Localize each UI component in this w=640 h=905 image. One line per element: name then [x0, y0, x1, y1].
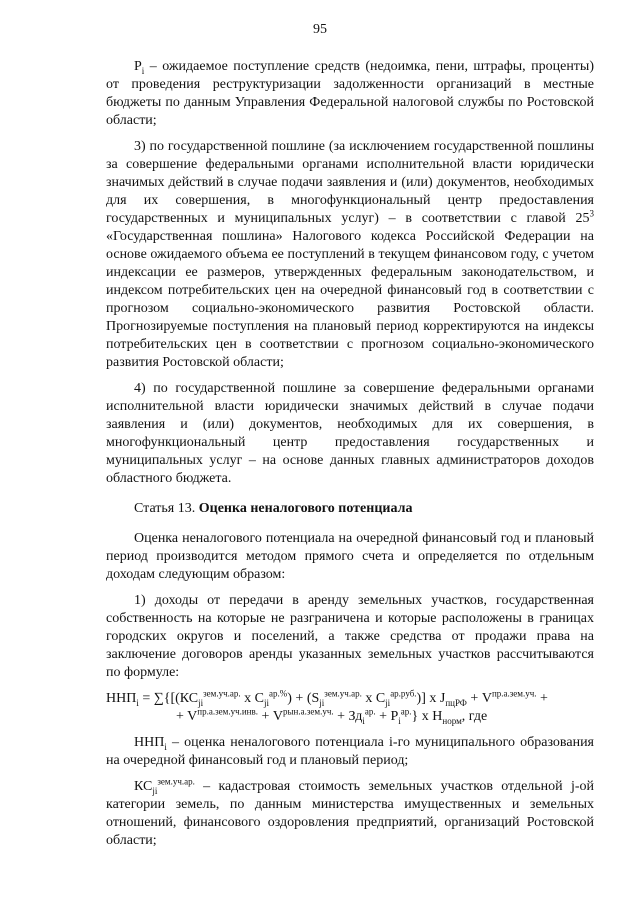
formula-text: х С	[240, 691, 264, 706]
subscript: i	[141, 65, 145, 76]
article-title: Оценка неналогового потенциала	[198, 501, 413, 516]
paragraph-text: «Государственная пошлина» Налогового кодекса Российской Федерации на основе ожидаемого объема ее поступлений в текущем финансовом году, с учетом индексации ее размеров, утвержденных федеральным законодательством, и индексом потребительских цен на очередной финансовый год в соответствии с прогнозом социально-экономического развития Ростовской области. Прогнозируемые поступления на плановый период корректируются на индексы потребительских цен в соответствии с прогнозом социально-экономического развития Ростовской области;	[106, 229, 594, 370]
definition-nnp	[106, 734, 594, 770]
definition-text: – оценка неналогового потенциала i-го муниципального образования на очередной финансовый год и плановый период;	[106, 735, 594, 768]
subscript: ji	[319, 697, 325, 708]
superscript: ар.	[364, 706, 376, 717]
formula-text: х C	[361, 691, 386, 706]
symbol-ks: КС	[134, 779, 153, 794]
superscript: зем.уч.ар.	[157, 776, 195, 787]
superscript: ар.	[400, 706, 412, 717]
subscript: i	[398, 715, 401, 726]
formula-text: + V	[176, 709, 198, 724]
superscript: пр.а.зем.уч.	[491, 688, 537, 699]
superscript: зем.уч.ар.	[324, 688, 362, 699]
superscript: зем.уч.ар.	[203, 688, 241, 699]
formula-text: } х Н	[411, 709, 443, 724]
formula-text: + P	[375, 709, 399, 724]
formula-text: + V	[466, 691, 492, 706]
formula-text: + Зд	[333, 709, 363, 724]
formula-text: = ∑{[(КС	[138, 691, 199, 706]
paragraph-3	[106, 138, 594, 372]
subscript: ji	[385, 697, 391, 708]
formula-text: )] х J	[416, 691, 446, 706]
formula-text: ) + (S	[287, 691, 320, 706]
formula-text: , где	[461, 709, 488, 724]
paragraph-pi	[106, 58, 594, 130]
subscript: ji	[152, 785, 158, 796]
definition-text: – кадастровая стоимость земельных участков отдельной j-ой категории земель, по данным министерства имущественных и земельных отношений, финансового оздоровления предприятий, организаций Ростовской области;	[106, 779, 594, 848]
formula-text: +	[536, 691, 548, 706]
subscript: i	[164, 741, 167, 752]
subscript: пцРФ	[445, 697, 467, 708]
superscript: пр.а.зем.уч.инв.	[197, 706, 258, 717]
page-number: 95	[313, 22, 327, 37]
formula-text: ННП	[106, 691, 137, 706]
article-heading	[106, 500, 594, 518]
paragraph-1: 1) доходы от передачи в аренду земельных участков, государственная собственность на которые не разграничена и которые расположены в границах городских округов и поселений, а также средства от продажи права на заключение договоров аренды указанных земельных участков рассчитываются по формуле:	[106, 593, 594, 680]
formula	[106, 690, 594, 726]
subscript: ji	[264, 697, 270, 708]
formula-line-2	[106, 708, 594, 726]
superscript: ар.руб.	[390, 688, 417, 699]
symbol-pi: P	[134, 59, 142, 74]
paragraph-text: 3) по государственной пошлине (за исключением государственной пошлины за совершение федеральными органами исполнительной власти юридически значимых действий в случае подачи заявления и (или) документов, необходимых для их совершения, в многофункциональный центр предоставления государственных и муниципальных услуг) – в соответствии с главой 25	[106, 139, 594, 226]
symbol-nnp: ННП	[134, 735, 165, 750]
article-prefix: Статья 13.	[134, 501, 199, 516]
paragraph-4: 4) по государственной пошлине за совершение федеральными органами исполнительной власти юридически значимых действий в случае подачи заявления и (или) документов, необходимых для их совершения, в многофункциональный центр предоставления государственных и муниципальных услуг – на основе данных главных администраторов доходов областного бюджета.	[106, 381, 594, 486]
subscript: i	[136, 697, 139, 708]
paragraph-intro: Оценка неналогового потенциала на очередной финансовый год и плановый период производится методом прямого счета и определяется по отдельным доходам следующим образом:	[106, 531, 594, 582]
superscript: 3	[589, 208, 594, 219]
document-body	[106, 58, 594, 850]
subscript: норм	[442, 715, 462, 726]
paragraph-text: – ожидаемое поступление средств (недоимка, пени, штрафы, проценты) от проведения реструктуризации задолженности организаций в местные бюджеты по данным Управления Федеральной налоговой службы по Ростовской области;	[106, 59, 594, 128]
superscript: ар.%	[269, 688, 288, 699]
definition-ks	[106, 778, 594, 850]
subscript: i	[362, 715, 365, 726]
superscript: рын.а.зем.уч.	[283, 706, 334, 717]
formula-text: + V	[257, 709, 283, 724]
subscript: ji	[198, 697, 204, 708]
formula-line-1	[106, 690, 594, 708]
